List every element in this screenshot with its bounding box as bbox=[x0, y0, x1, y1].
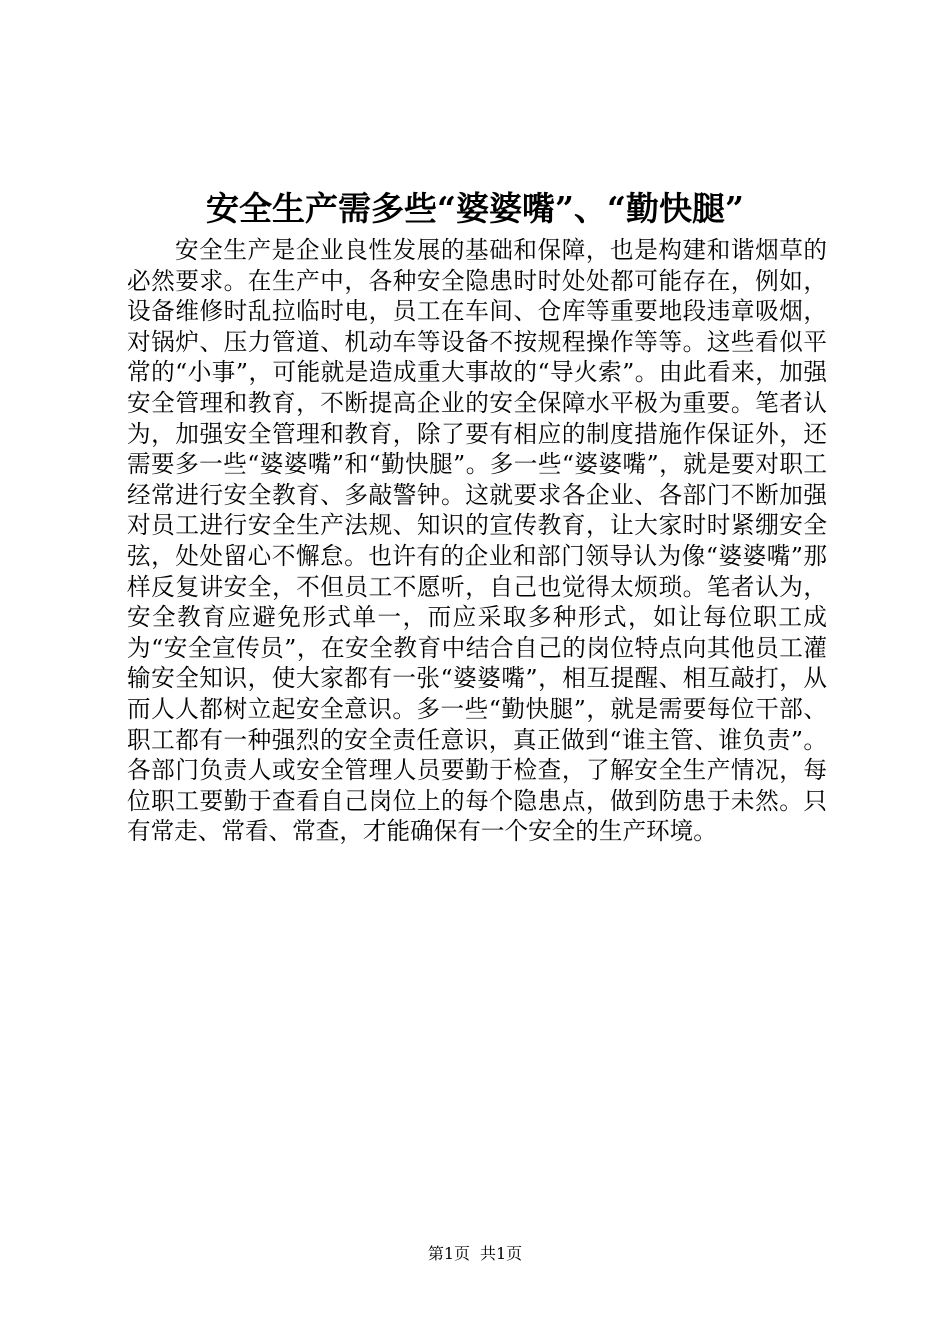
page-footer bbox=[0, 1243, 950, 1265]
page-total: 共1页 bbox=[480, 1244, 523, 1263]
document-title: 安全生产需多些“婆婆嘴”、“勤快腿” bbox=[206, 189, 744, 228]
document-body-paragraph: 安全生产是企业良性发展的基础和保障，也是构建和谐烟草的必然要求。在生产中，各种安全隐患时时处处都可能存在，例如，设备维修时乱拉临时电，员工在车间、仓库等重要地段违章吸烟，对锅炉、压力管道、机动车等设备不按规程操作等等。这些看似平常的“小事”，可能就是造成重大事故的“导火索”。由此看来，加强安全管理和教育，不断提高企业的安全保障水平极为重要。笔者认为，加强安全管理和教育，除了要有相应的制度措施作保证外，还需要多一些“婆婆嘴”和“勤快腿”。多一些“婆婆嘴”，就是要对职工经常进行安全教育、多敲警钟。这就要求各企业、各部门不断加强对员工进行安全生产法规、知识的宣传教育，让大家时时紧绷安全弦，处处留心不懈怠。也许有的企业和部门领导认为像“婆婆嘴”那样反复讲安全，不但员工不愿听，自己也觉得太烦琐。笔者认为，安全教育应避免形式单一，而应采取多种形式，如让每位职工成为“安全宣传员”，在安全教育中结合自己的岗位特点向其他员工灌输安全知识，使大家都有一张“婆婆嘴”，相互提醒、相互敲打，从而人人都树立起安全意识。多一些“勤快腿”，就是需要每位干部、职工都有一种强烈的安全责任意识，真正做到“谁主管、谁负责”。各部门负责人或安全管理人员要勤于检查，了解安全生产情况，每位职工要勤于查看自己岗位上的每个隐患点，做到防患于未然。只有常走、常看、常查，才能确保有一个安全的生产环境。 bbox=[127, 236, 827, 846]
page-number: 第1页 bbox=[427, 1244, 470, 1263]
